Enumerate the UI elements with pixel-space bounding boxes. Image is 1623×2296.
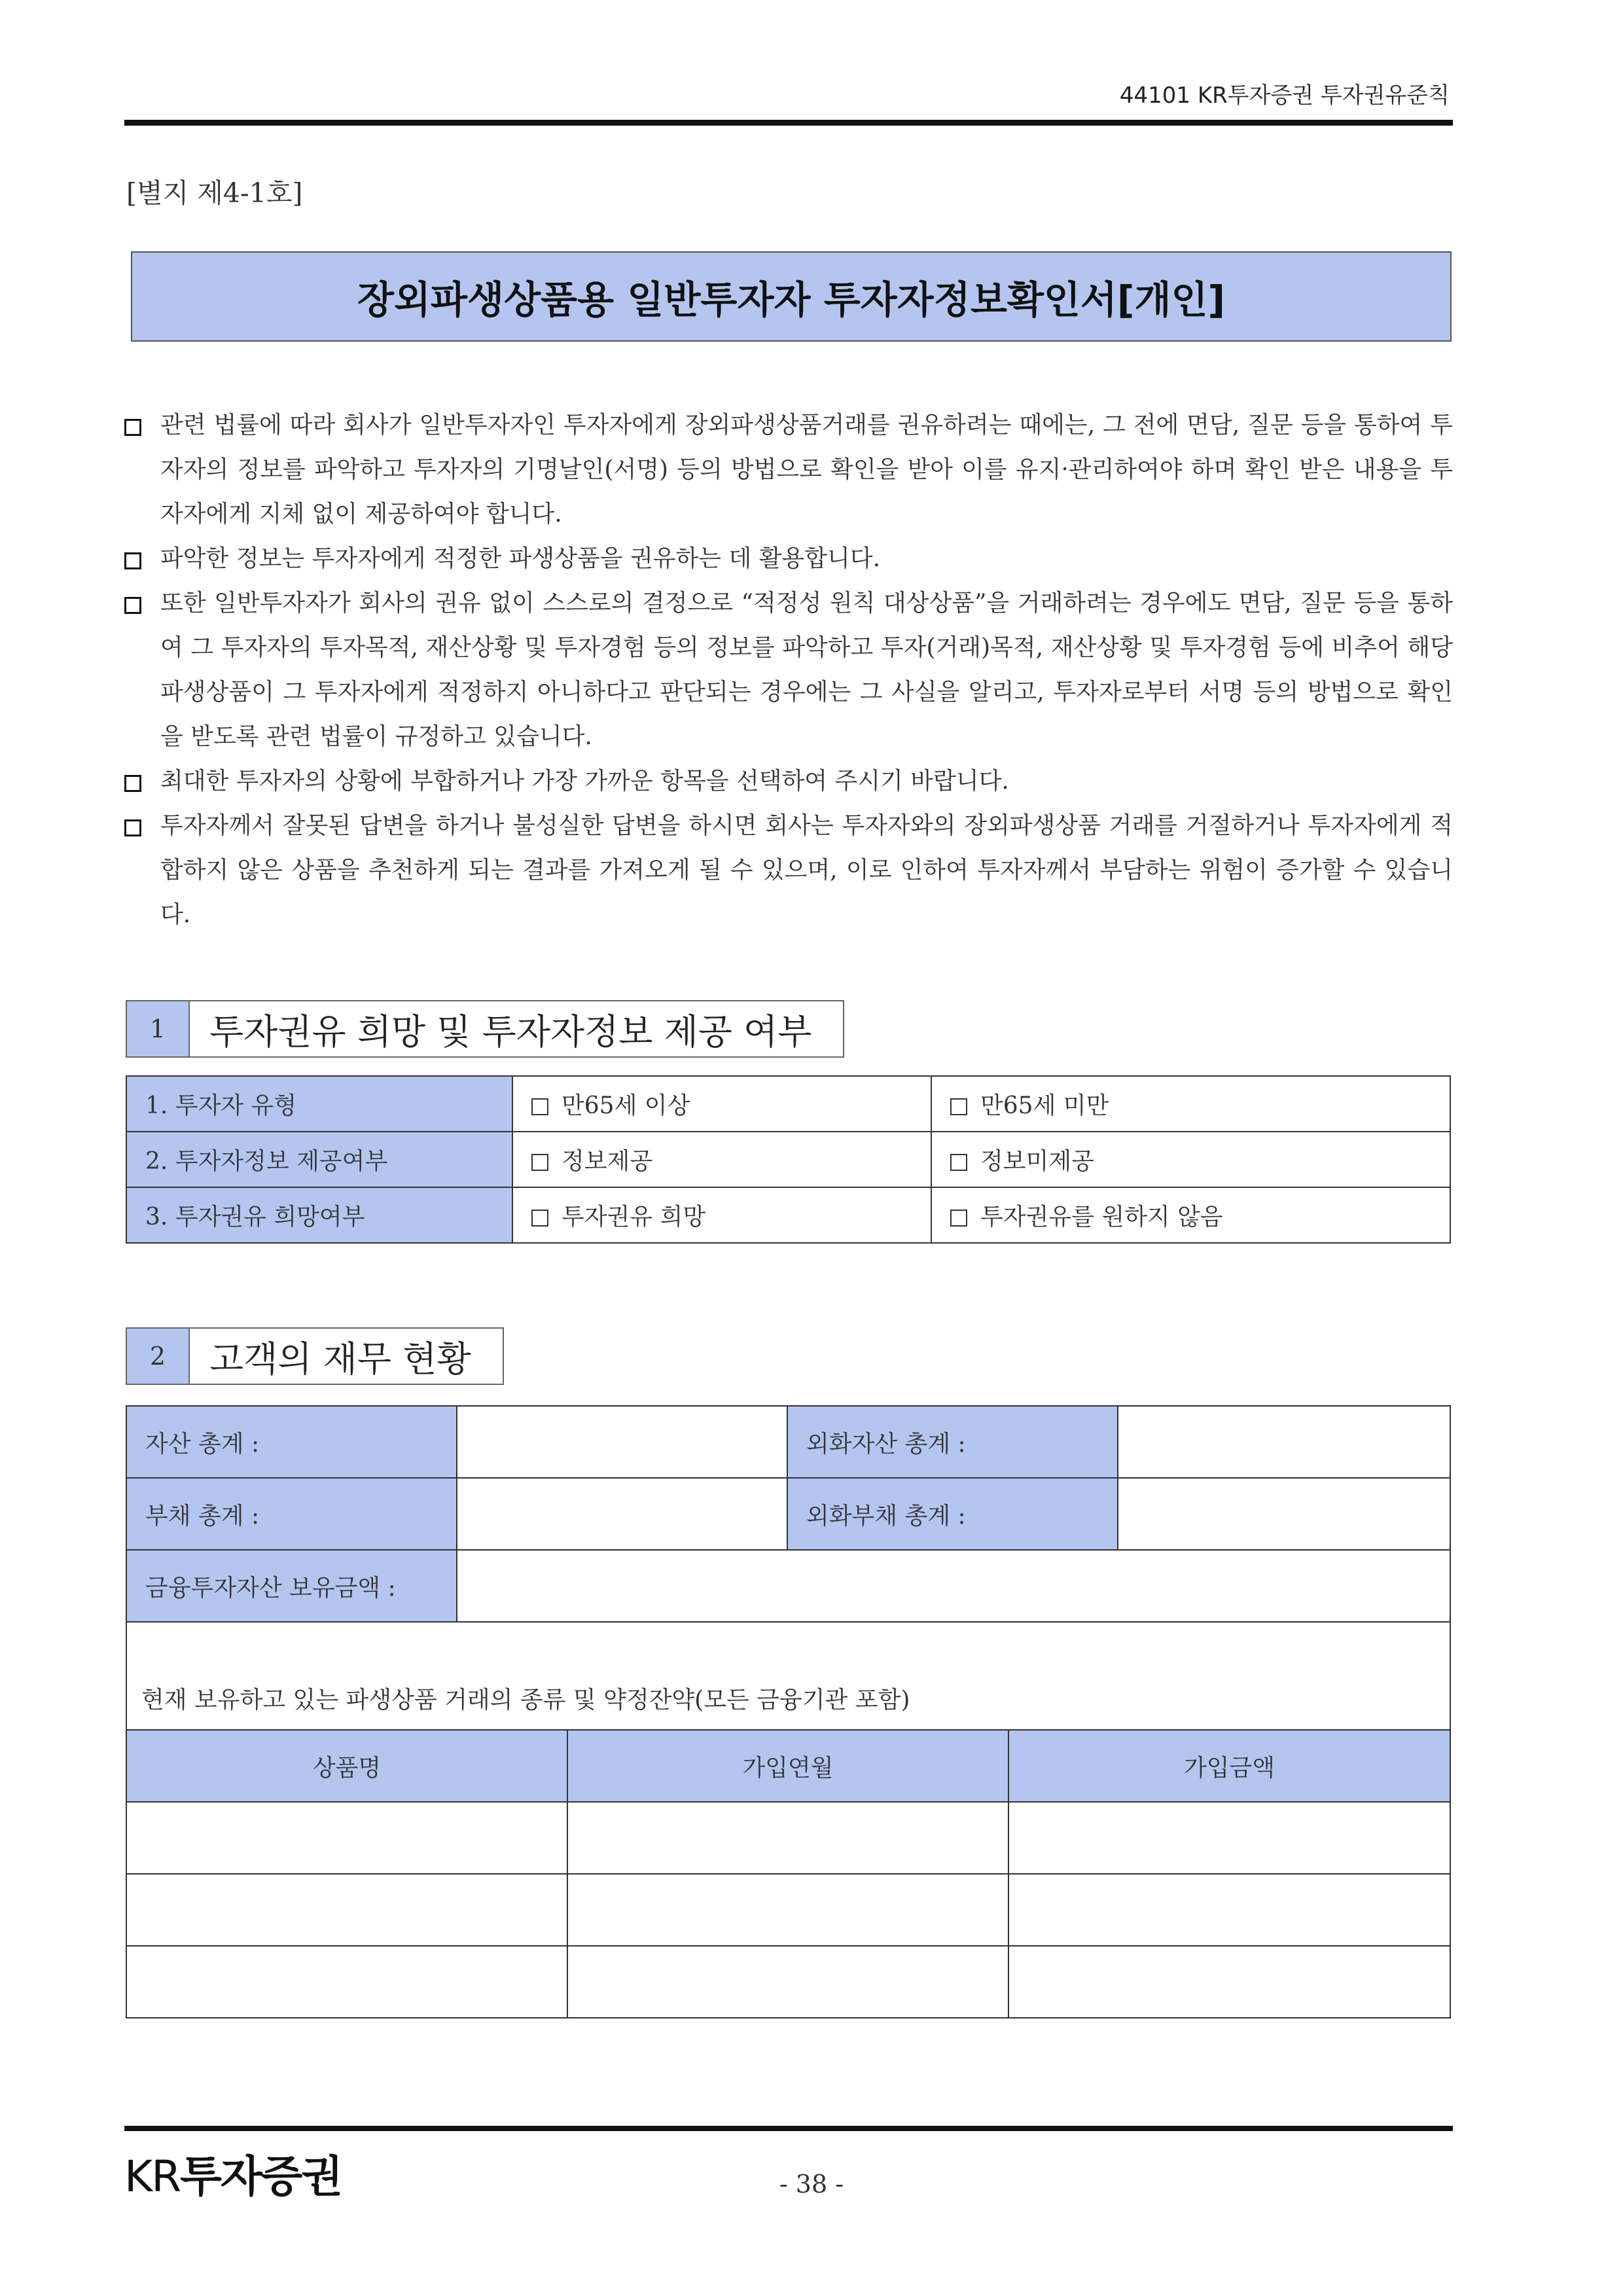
product-cell[interactable] — [126, 1802, 567, 1874]
fx-asset-total-field[interactable] — [1118, 1406, 1450, 1478]
investor-info-table — [126, 1075, 1451, 1244]
fx-debt-total-field[interactable] — [1118, 1478, 1450, 1550]
table-row — [126, 1187, 1450, 1243]
join-date-cell[interactable] — [567, 1802, 1008, 1874]
checkbox[interactable] — [950, 1098, 967, 1115]
page-number: - 38 - — [779, 2170, 844, 2198]
checkbox[interactable] — [950, 1210, 967, 1227]
checkbox[interactable] — [531, 1210, 548, 1227]
company-logo: KR투자증권 — [124, 2151, 342, 2202]
caption-row — [126, 1622, 1450, 1730]
note-item: 또한 일반투자자가 회사의 권유 없이 스스로의 결정으로 “적정성 원칙 대상상품”을 거래하려는 경우에도 면담, 질문 등을 통하여 그 투자자의 투자목적, 재산상황 및 투자경험 등의 정보를 파악하고 투자(거래)목적, 재산상황 및 투자경험 등에 비추어 해당 파생상품이 그 투자자에게 적정하지 아니하다고 판단되는 경우에는 그 사실을 알리고, 투자자로부터 서명 등의 방법으로 확인을 받도록 관련 법률이 규정하고 있습니다. — [124, 581, 1453, 759]
row-label: 2. 투자자정보 제공여부 — [126, 1132, 512, 1187]
section1-title: 투자권유 희망 및 투자자정보 제공 여부 — [190, 1000, 844, 1058]
notes-list — [124, 403, 1453, 937]
square-bullet-icon — [124, 775, 141, 792]
section2-header — [126, 1327, 504, 1385]
annex-label: [별지 제4-1호] — [126, 177, 303, 209]
option-cell[interactable]: 정보미제공 — [931, 1132, 1450, 1187]
square-bullet-icon — [124, 552, 141, 569]
section2-number: 2 — [126, 1327, 190, 1385]
product-cell[interactable] — [126, 1874, 567, 1946]
section1-header — [126, 1000, 844, 1058]
asset-total-label: 자산 총계 : — [126, 1406, 457, 1478]
square-bullet-icon — [124, 597, 141, 614]
option-cell[interactable]: 정보제공 — [512, 1132, 931, 1187]
footer-rule — [124, 2126, 1453, 2131]
amount-cell[interactable] — [1008, 1946, 1450, 2018]
column-header-product: 상품명 — [126, 1730, 567, 1802]
fx-debt-total-label: 외화부채 총계 : — [787, 1478, 1118, 1550]
join-date-cell[interactable] — [567, 1874, 1008, 1946]
square-bullet-icon — [124, 819, 141, 836]
product-cell[interactable] — [126, 1946, 567, 2018]
table-row — [126, 1406, 1450, 1478]
fx-asset-total-label: 외화자산 총계 : — [787, 1406, 1118, 1478]
title-banner — [131, 251, 1452, 342]
section1-number: 1 — [126, 1000, 190, 1058]
checkbox[interactable] — [950, 1154, 967, 1171]
form-title: 장외파생상품용 일반투자자 투자자정보확인서[개인] — [357, 278, 1226, 322]
row-label: 1. 투자자 유형 — [126, 1076, 512, 1132]
note-item: 파악한 정보는 투자자에게 적정한 파생상품을 권유하는 데 활용합니다. — [124, 537, 1453, 581]
checkbox[interactable] — [531, 1098, 548, 1115]
fin-asset-label: 금융투자자산 보유금액 : — [126, 1550, 457, 1622]
debt-total-label: 부채 총계 : — [126, 1478, 457, 1550]
table-row — [126, 1076, 1450, 1132]
table-row — [126, 1802, 1450, 1874]
section2-title: 고객의 재무 현황 — [190, 1327, 504, 1385]
note-item: 투자자께서 잘못된 답변을 하거나 불성실한 답변을 하시면 회사는 투자자와의 장외파생상품 거래를 거절하거나 투자자에게 적합하지 않은 상품을 추천하게 되는 결과를 가져오게 될 수 있으며, 이로 인하여 투자자께서 부담하는 위험이 증가할 수 있습니다. — [124, 804, 1453, 937]
table-row — [126, 1132, 1450, 1187]
amount-cell[interactable] — [1008, 1874, 1450, 1946]
column-header-amount: 가입금액 — [1008, 1730, 1450, 1802]
table-row — [126, 1550, 1450, 1622]
checkbox[interactable] — [531, 1154, 548, 1171]
holdings-table — [126, 1621, 1451, 2018]
fin-asset-field[interactable] — [457, 1550, 1450, 1622]
square-bullet-icon — [124, 419, 141, 436]
option-cell[interactable]: 만65세 미만 — [931, 1076, 1450, 1132]
option-cell[interactable]: 만65세 이상 — [512, 1076, 931, 1132]
note-item: 관련 법률에 따라 회사가 일반투자자인 투자자에게 장외파생상품거래를 권유하려는 때에는, 그 전에 면담, 질문 등을 통하여 투자자의 정보를 파악하고 투자자의 기명날인(서명) 등의 방법으로 확인을 받아 이를 유지·관리하여야 하며 확인 받은 내용을 투자자에게 지체 없이 제공하여야 합니다. — [124, 403, 1453, 537]
row-label: 3. 투자권유 희망여부 — [126, 1187, 512, 1243]
amount-cell[interactable] — [1008, 1802, 1450, 1874]
table-row — [126, 1478, 1450, 1550]
note-item: 최대한 투자자의 상황에 부합하거나 가장 가까운 항목을 선택하여 주시기 바랍니다. — [124, 759, 1453, 804]
table-row — [126, 1946, 1450, 2018]
option-cell[interactable]: 투자권유를 원하지 않음 — [931, 1187, 1450, 1243]
header-row — [126, 1730, 1450, 1802]
option-cell[interactable]: 투자권유 희망 — [512, 1187, 931, 1243]
debt-total-field[interactable] — [457, 1478, 787, 1550]
column-header-join-date: 가입연월 — [567, 1730, 1008, 1802]
table-row — [126, 1874, 1450, 1946]
financial-status-table — [126, 1405, 1451, 1623]
header-rule — [124, 120, 1453, 126]
join-date-cell[interactable] — [567, 1946, 1008, 2018]
document-header: 44101 KR투자증권 투자권유준칙 — [1119, 82, 1450, 109]
asset-total-field[interactable] — [457, 1406, 787, 1478]
holdings-caption: 현재 보유하고 있는 파생상품 거래의 종류 및 약정잔약(모든 금융기관 포함) — [126, 1622, 1450, 1730]
